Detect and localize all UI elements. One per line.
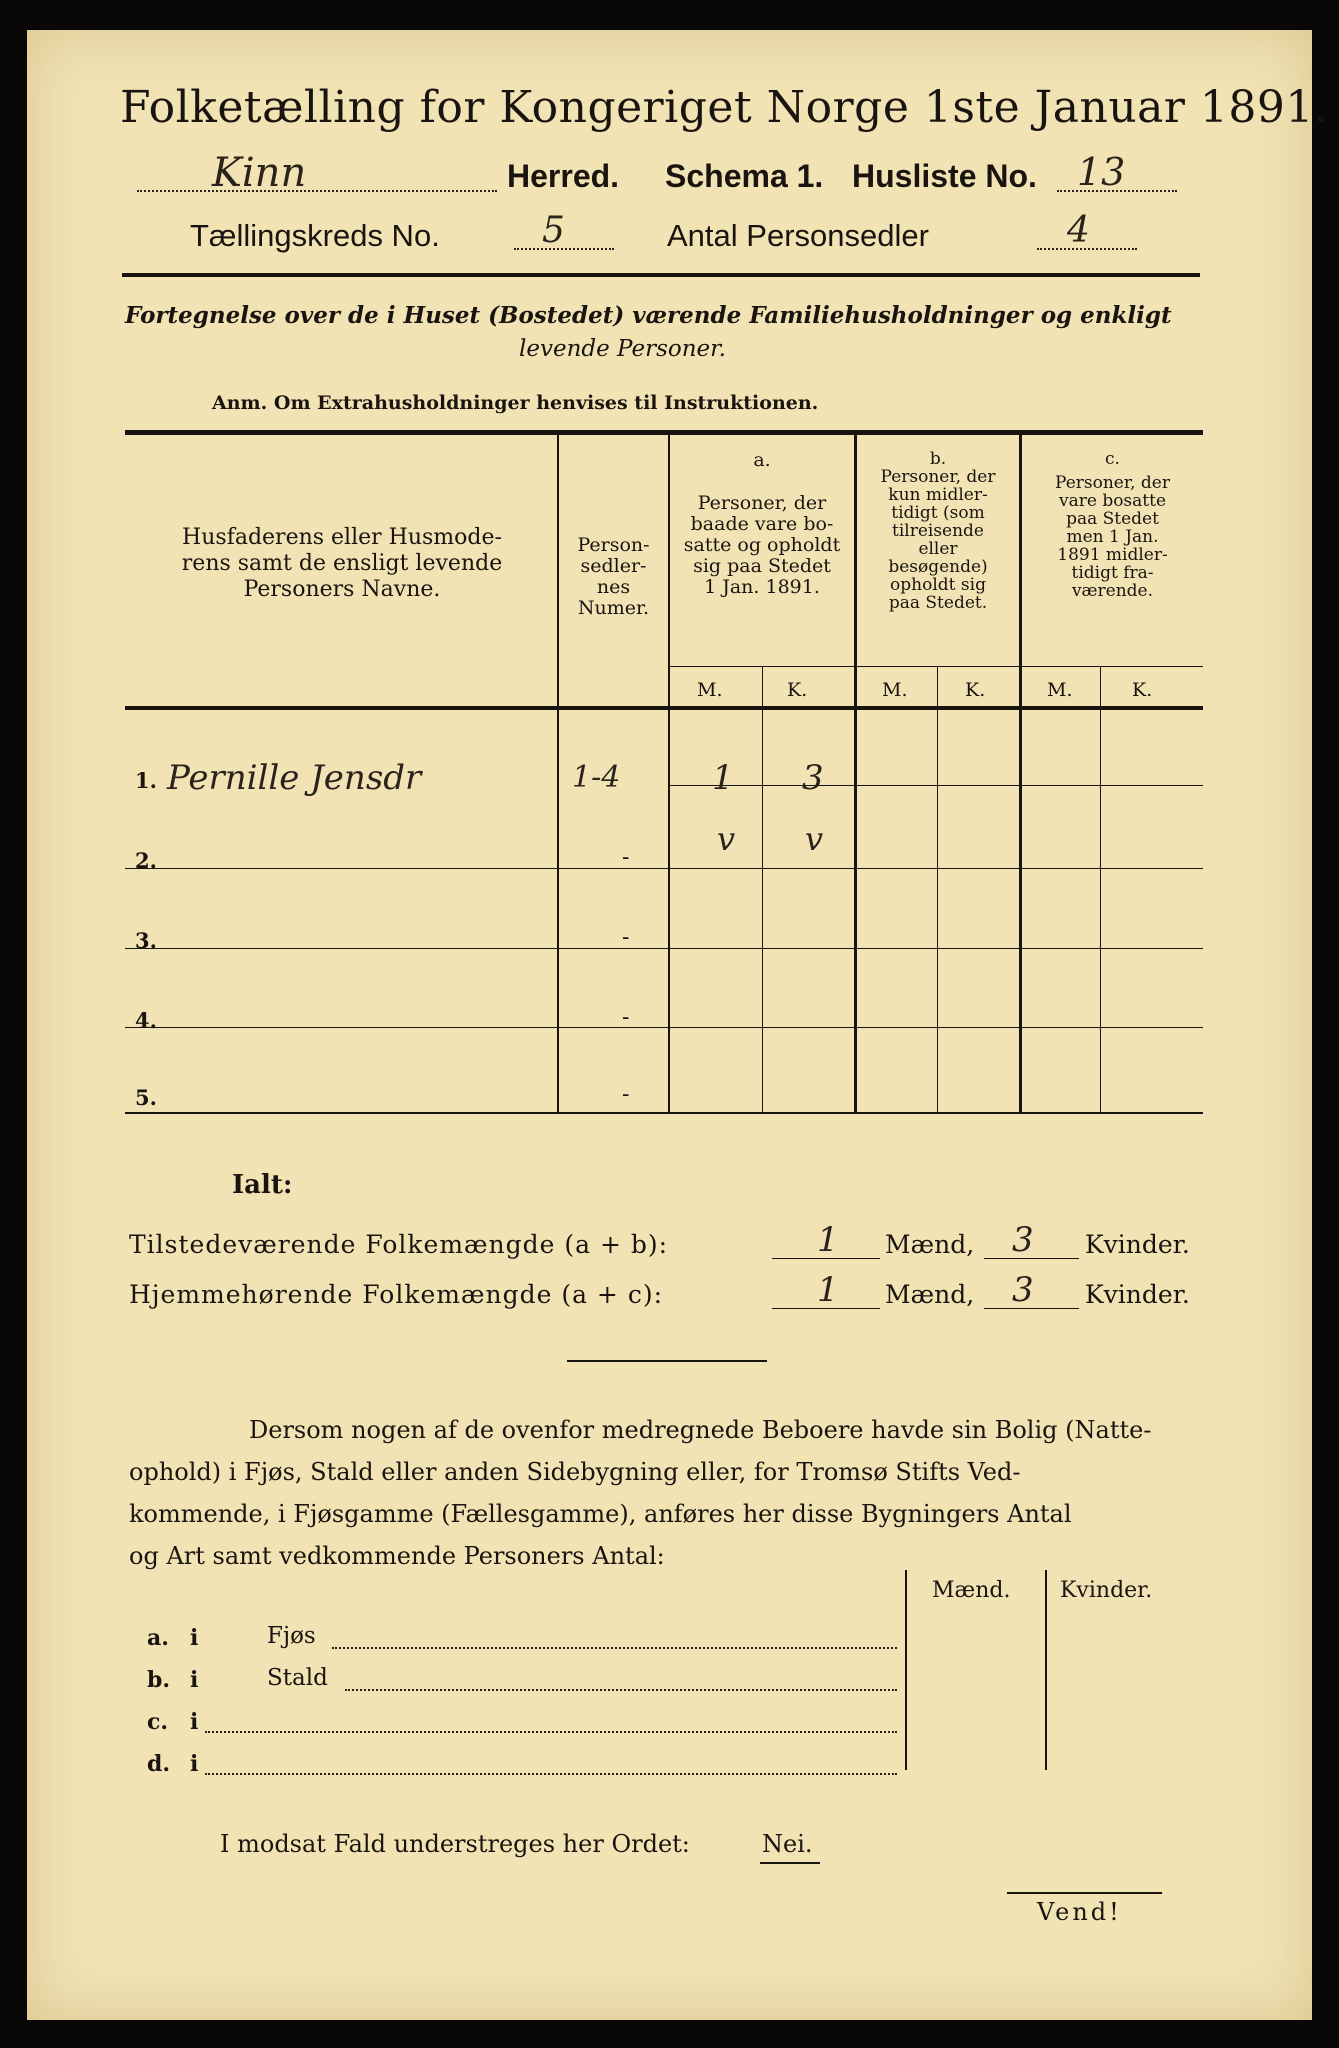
small-table-vline-2	[1045, 1570, 1047, 1770]
row-numer: -	[622, 1082, 630, 1107]
nei-underline	[760, 1862, 820, 1864]
intro-line1: Fortegnelse over de i Huset (Bostedet) værende Familiehusholdninger og enkligt	[125, 302, 1172, 329]
item-dots	[332, 1647, 897, 1649]
table-row-num: 2.	[135, 848, 157, 873]
c-k-label: K.	[1132, 679, 1153, 701]
husliste-value: 13	[1077, 150, 1126, 194]
item-prep: i	[190, 1667, 199, 1693]
ialt-label: Ialt:	[232, 1170, 293, 1200]
intro-line2: levende Personer.	[519, 336, 726, 362]
header-numer: Person- sedler- nes Numer.	[577, 534, 650, 619]
row-line-2	[125, 868, 1203, 869]
antal-label: Antal Personsedler	[667, 218, 929, 253]
vline-a-mk	[762, 666, 763, 1112]
hjemme-kvinder-label: Kvinder.	[1085, 1280, 1190, 1309]
item-dots	[205, 1773, 897, 1775]
vline-b-mk	[937, 666, 938, 1112]
item-prep: i	[190, 1709, 199, 1735]
vend-text: Vend!	[1037, 1898, 1122, 1926]
kreds-value: 5	[542, 210, 565, 251]
item-prep: i	[190, 1751, 199, 1777]
dersom-line3: kommende, i Fjøsgamme (Fællesgamme), anføres her disse Bygningers Antal	[129, 1500, 1072, 1528]
small-table-maend-head: Mænd.	[932, 1578, 1011, 1603]
row-numer: -	[622, 925, 630, 950]
dersom-line4: og Art samt vedkommende Personers Antal:	[129, 1542, 665, 1570]
header-rule	[122, 273, 1200, 277]
dersom-line2: ophold) i Fjøs, Stald eller anden Sidebygning eller, for Tromsø Stifts Ved-	[129, 1458, 1021, 1486]
table-row-num: 5.	[135, 1085, 157, 1110]
husliste-label: Husliste No.	[852, 158, 1037, 194]
row-numer: 1-4	[572, 760, 621, 795]
census-form	[27, 30, 1329, 2020]
hjemme-maend: 1	[817, 1270, 839, 1310]
tilstede-kvinder: 3	[1012, 1220, 1034, 1260]
table-row-num: 4.	[135, 1008, 157, 1033]
header-col-c: c. Personer, der vare bosatte paa Stedet men 1 Jan. 1891 midler- tidigt fra- værende.	[1055, 449, 1170, 601]
item-dots	[205, 1731, 897, 1733]
tilstede-maend-label: Mænd,	[885, 1230, 975, 1259]
tilstede-label: Tilstedeværende Folkemængde (a + b):	[129, 1230, 669, 1259]
table-bottom-rule	[125, 1112, 1203, 1114]
herred-label: Herred.	[507, 158, 620, 194]
table-head-rule	[125, 706, 1203, 710]
row-numer: -	[622, 1005, 630, 1030]
hjemme-maend-label: Mænd,	[885, 1280, 975, 1309]
item-prep: i	[190, 1625, 199, 1651]
schema-label: Schema 1.	[665, 158, 824, 194]
header-col-b: b. Personer, der kun midler- tidigt (som tilreisende eller besøgende) opholdt sig paa Stedet.	[880, 449, 996, 613]
kreds-label: Tællingskreds No.	[190, 218, 440, 253]
b-m-label: M.	[882, 679, 908, 701]
section-divider	[567, 1360, 767, 1362]
table-row-num: 3.	[135, 928, 157, 953]
modsat-text: I modsat Fald understreges her Ordet:	[220, 1830, 690, 1858]
herred-dots	[137, 190, 497, 192]
vend-rule	[1007, 1892, 1162, 1894]
item-name: Stald	[267, 1665, 328, 1691]
item-letter: b.	[147, 1667, 171, 1693]
small-table-kvinder-head: Kvinder.	[1060, 1578, 1153, 1603]
item-letter: c.	[147, 1709, 169, 1735]
anm-note: Anm. Om Extrahusholdninger henvises til Instruktionen.	[212, 392, 819, 414]
row-a-m: v	[717, 820, 736, 858]
a-m-label: M.	[697, 679, 723, 701]
item-dots	[345, 1689, 897, 1691]
small-table-vline-1	[905, 1570, 907, 1770]
mk-hline	[668, 666, 1203, 667]
herred-value: Kinn	[212, 150, 307, 196]
item-name: Fjøs	[267, 1623, 316, 1649]
dersom-line1: Dersom nogen af de ovenfor medregnede Beboere havde sin Bolig (Natte-	[249, 1416, 1152, 1444]
vline-c-mk	[1100, 666, 1101, 1112]
row-a-k: 3	[802, 758, 824, 798]
row-a-m: 1	[712, 758, 734, 798]
row-line-1b	[670, 785, 1203, 786]
hjemme-label: Hjemmehørende Folkemængde (a + c):	[129, 1280, 663, 1309]
a-k-label: K.	[787, 679, 808, 701]
header-col-a: a. Personer, der baade vare bo- satte og opholdt sig paa Stedet 1 Jan. 1891.	[683, 449, 841, 598]
row-line-3	[125, 948, 1203, 949]
row-name: Pernille Jensdr	[167, 758, 422, 798]
tilstede-maend: 1	[817, 1220, 839, 1260]
row-line-4	[125, 1027, 1203, 1028]
header-names: Husfaderens eller Husmode- rens samt de ensligt levende Personers Navne.	[181, 525, 503, 602]
tilstede-kvinder-label: Kvinder.	[1085, 1230, 1190, 1259]
hjemme-kvinder: 3	[1012, 1270, 1034, 1310]
row-numer: -	[622, 845, 630, 870]
antal-value: 4	[1067, 210, 1090, 251]
item-letter: d.	[147, 1751, 171, 1777]
form-title: Folketælling for Kongeriget Norge 1ste Januar 1891.	[120, 82, 1329, 133]
b-k-label: K.	[965, 679, 986, 701]
nei-word: Nei.	[762, 1830, 813, 1858]
item-letter: a.	[147, 1625, 169, 1651]
table-top-rule	[125, 430, 1203, 435]
row-a-k: v	[805, 820, 824, 858]
table-row-num: 1.	[135, 768, 157, 793]
c-m-label: M.	[1047, 679, 1073, 701]
